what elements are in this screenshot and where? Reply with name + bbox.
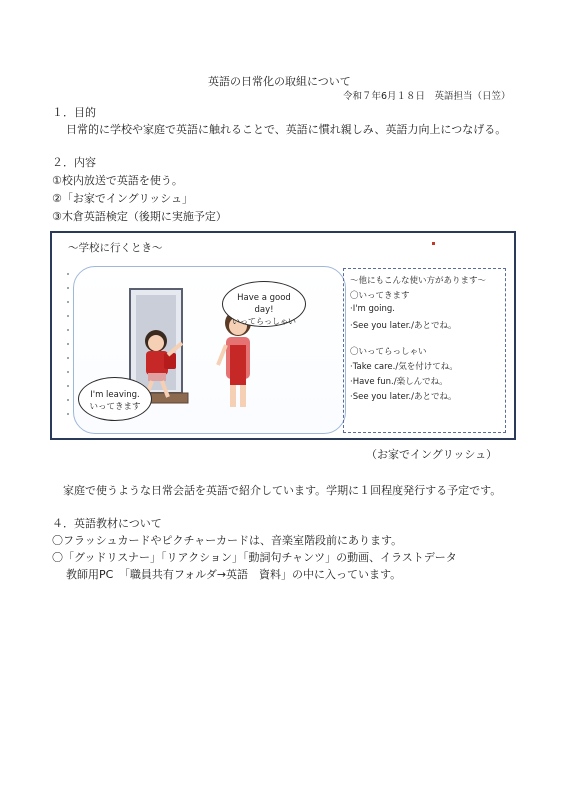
document-title: 英語の日常化の取組について <box>208 75 351 88</box>
phrase-line: ·See you later./あとでね。 <box>350 392 457 402</box>
phrase-list-heading: ～他にもこんな使い方があります～ <box>350 276 487 286</box>
section1-heading: １．目的 <box>52 106 96 119</box>
section4-heading: ４．英語教材について <box>52 517 162 530</box>
phrase-line: ·Take care./気を付けてね。 <box>350 362 458 372</box>
phrase-line: 〇いってらっしゃい <box>350 347 427 357</box>
panel-title: ～学校に行くとき～ <box>68 242 163 254</box>
section4-line-1: 〇フラッシュカードやピクチャーカードは、音楽室階段前にあります。 <box>52 534 403 547</box>
section4-line-2: 〇「グッドリスナー」「リアクション」「動詞句チャンツ」の動画、イラストデータ <box>52 551 457 564</box>
scene-illustration <box>73 266 346 434</box>
newsletter-note: 家庭で使うような日常会話を英語で紹介しています。学期に１回程度発行する予定です。 <box>63 484 502 497</box>
phrase-line: ·Have fun./楽しんでね。 <box>350 377 448 387</box>
section2-item-1: ①校内放送で英語を使う。 <box>52 174 183 187</box>
panel-caption: （お家でイングリッシュ） <box>366 448 498 461</box>
illustration-panel <box>50 231 516 440</box>
kid-bubble-line-1: I'm leaving. <box>90 390 140 400</box>
phrase-line: 〇いってきます <box>350 291 410 301</box>
section4-line-3: 教師用PC 「職員共有フォルダ→英語 資料」の中に入っています。 <box>66 568 402 581</box>
section2-heading: ２．内容 <box>52 156 96 169</box>
mother-speech-bubble <box>222 281 306 327</box>
red-dot-marker <box>432 242 435 245</box>
mother-bubble-line-2: day! <box>254 305 274 315</box>
section1-body: 日常的に学校や家庭で英語に触れることで、英語に慣れ親しみ、英語力向上につなげる。 <box>66 123 507 136</box>
kid-bubble-line-2: いってきます <box>89 402 141 412</box>
section2-item-3: ③木倉英語検定（後期に実施予定） <box>52 210 227 223</box>
phrase-line: ·See you later./あとでね。 <box>350 321 457 331</box>
margin-marks <box>64 267 74 427</box>
phrase-list-box <box>343 268 506 433</box>
section2-item-2: ②「お家でイングリッシュ」 <box>52 192 193 205</box>
mother-bubble-line-1: Have a good <box>237 293 291 303</box>
date-author-line: 令和７年6月１８日 英語担当（日笠） <box>343 91 511 102</box>
kid-speech-bubble <box>78 377 152 421</box>
mother-bubble-line-3: いってらっしゃい <box>232 317 296 326</box>
phrase-line: ·I'm going. <box>350 304 395 314</box>
